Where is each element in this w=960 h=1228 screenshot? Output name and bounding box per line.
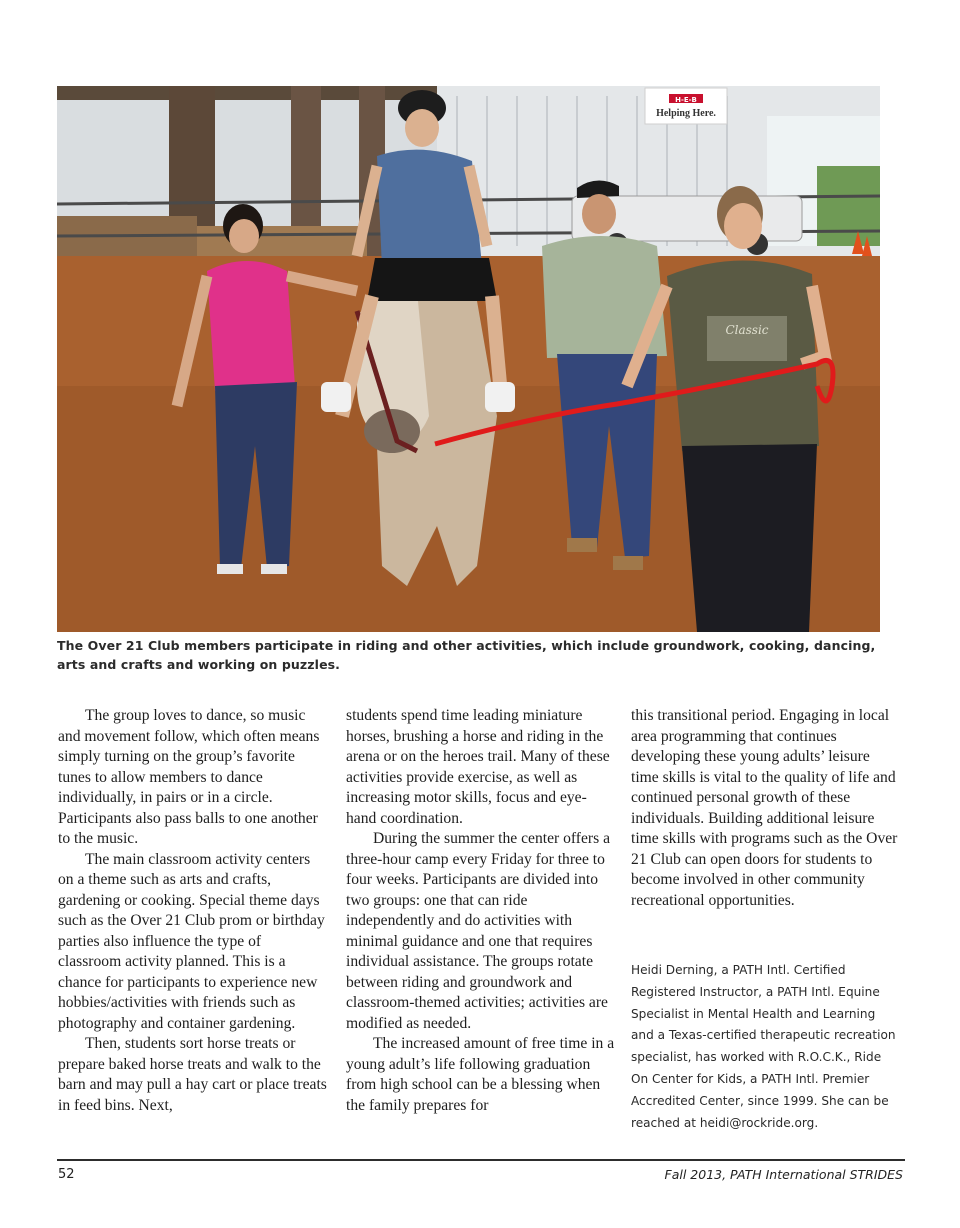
footer-rule	[57, 1159, 905, 1161]
paragraph: The group loves to dance, so music and movement follow, which often means simply turning on the group’s favorite tunes to allow members to dance individually, in pairs or in a circle. Participants also pass balls to one another to the music.	[58, 707, 320, 847]
sign-text: Helping Here.	[656, 108, 716, 119]
publication-title: Fall 2013, PATH International STRIDES	[664, 1167, 903, 1182]
paragraph: The main classroom activity centers on a theme such as arts and crafts, gardening or cooking. Special theme days such as the Over 21 Club prom or birthday parties also influence the type of classroom activity planned. This is a chance for participants to experience new hobbies/activities with friends such as photography and container gardening.	[58, 850, 325, 1032]
paragraph: During the summer the center offers a three-hour camp every Friday for three to four weeks. Participants are divided into two groups: one that can ride independently and do activities with minimal guidance and one that requires individual assistance. The groups rotate between riding and groundwork and classroom-themed activities; activities are modified as needed.	[346, 830, 610, 1032]
author-bio: Heidi Derning, a PATH Intl. Certified Registered Instructor, a PATH Intl. Equine Specialist in Mental Health and Learning and a Texas-certified therapeutic recreation specialist, has worked with R.O.C.K., Ride On Center for Kids, a PATH Intl. Premier Accredited Center, since 1999. She can be reached at heidi@rockride.org.	[631, 963, 896, 1130]
paragraph: The increased amount of free time in a young adult’s life following graduation from high school can be a blessing when the family prepares for	[346, 1035, 615, 1114]
paragraph: this transitional period. Engaging in local area programming that continues developing these young adults’ leisure time skills is vital to the quality of life and continued personal growth of these individuals. Building additional leisure time skills with programs such as the Over 21 Club can open doors for students to become involved in other community recreational opportunities.	[631, 707, 898, 909]
paragraph: students spend time leading miniature horses, brushing a horse and riding in the arena or on the heroes trail. Many of these activities provide exercise, as well as increasing motor skills, focus and eye-hand coordination.	[346, 707, 610, 827]
page-number: 52	[58, 1167, 75, 1182]
sign-brand: H-E-B	[675, 96, 697, 104]
photo-caption: The Over 21 Club members participate in riding and other activities, which include groundwork, cooking, dancing, arts and crafts and working on puzzles.	[57, 638, 876, 672]
paragraph: Then, students sort horse treats or prepare baked horse treats and walk to the barn and may pull a hay cart or place treats in feed bins. Next,	[58, 1035, 327, 1114]
photo-illustration	[57, 86, 880, 632]
text-column-1	[58, 706, 328, 1116]
article-photo	[57, 86, 880, 632]
text-column-3	[631, 706, 901, 911]
text-column-2	[346, 706, 616, 1116]
shirt-text: Classic	[725, 323, 769, 337]
